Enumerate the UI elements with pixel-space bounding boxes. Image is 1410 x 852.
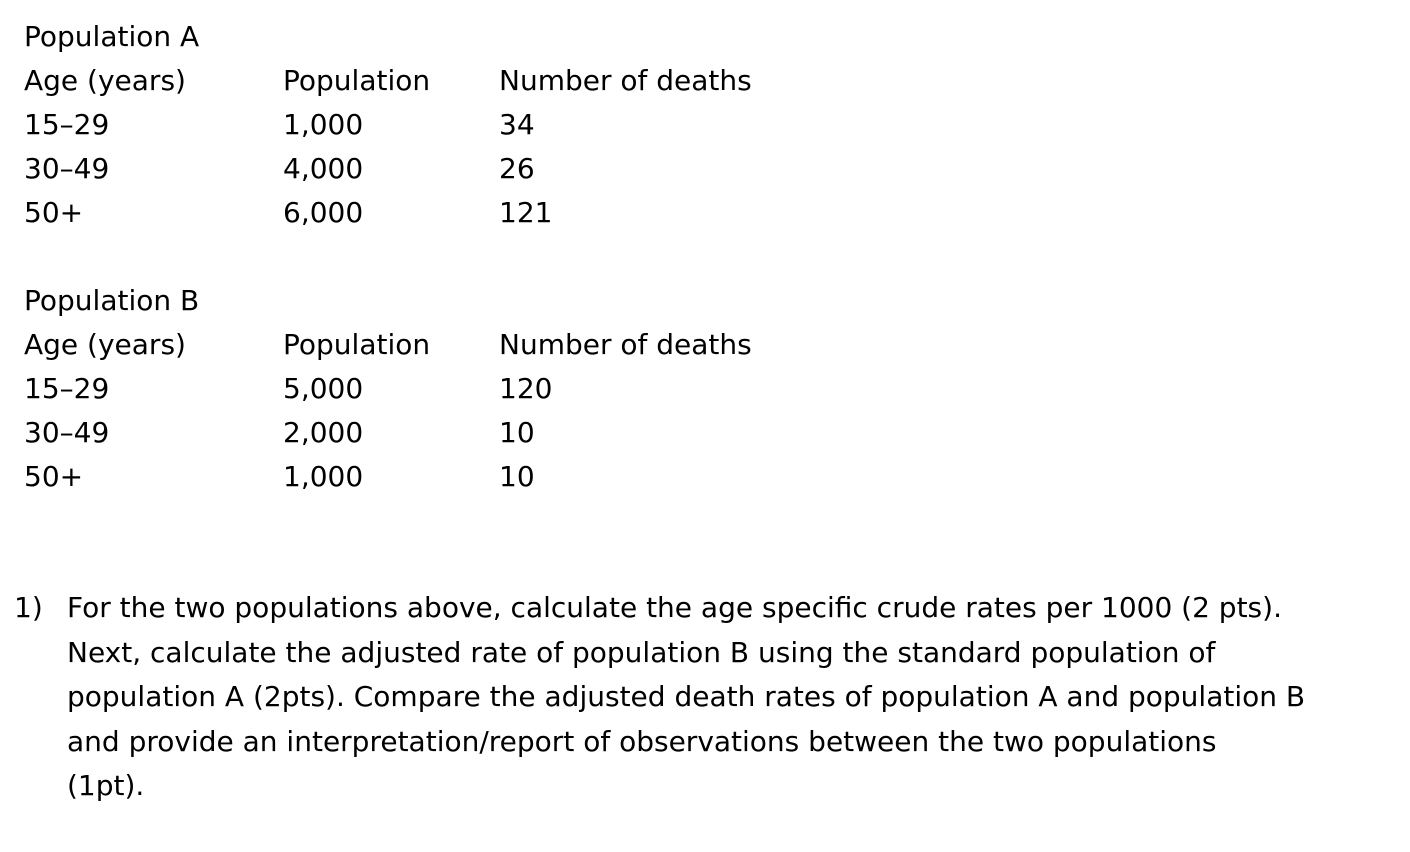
question-item: [14, 586, 1394, 809]
population-cell: 1,000: [283, 460, 364, 493]
question-text: [67, 586, 1387, 809]
deaths-cell: 26: [499, 152, 535, 185]
age-cell: 30–49: [24, 152, 110, 185]
age-cell: 15–29: [24, 108, 110, 141]
header-deaths: Number of deaths: [499, 328, 752, 361]
deaths-cell: 121: [499, 196, 553, 229]
question-line: (1pt).: [67, 769, 145, 802]
header-population: Population: [283, 64, 431, 97]
deaths-cell: 10: [499, 460, 535, 493]
population-cell: 2,000: [283, 416, 364, 449]
deaths-cell: 34: [499, 108, 535, 141]
header-population: Population: [283, 328, 431, 361]
header-age: Age (years): [24, 64, 186, 97]
age-cell: 50+: [24, 196, 84, 229]
age-cell: 15–29: [24, 372, 110, 405]
deaths-cell: 120: [499, 372, 553, 405]
population-a-title: Population A: [24, 20, 200, 53]
header-deaths: Number of deaths: [499, 64, 752, 97]
age-cell: 30–49: [24, 416, 110, 449]
population-b-title: Population B: [24, 284, 200, 317]
population-cell: 6,000: [283, 196, 364, 229]
question-line: population A (2pts). Compare the adjusted death rates of population A and population B: [67, 680, 1306, 713]
deaths-cell: 10: [499, 416, 535, 449]
header-age: Age (years): [24, 328, 186, 361]
population-cell: 5,000: [283, 372, 364, 405]
age-cell: 50+: [24, 460, 84, 493]
question-number: 1): [14, 591, 43, 624]
population-cell: 1,000: [283, 108, 364, 141]
population-cell: 4,000: [283, 152, 364, 185]
question-line: Next, calculate the adjusted rate of population B using the standard population of: [67, 635, 1216, 669]
question-line: and provide an interpretation/report of observations between the two populations: [67, 724, 1217, 758]
question-line: For the two populations above, calculate the age specific crude rates per 1000 (2 pts).: [67, 591, 1282, 624]
